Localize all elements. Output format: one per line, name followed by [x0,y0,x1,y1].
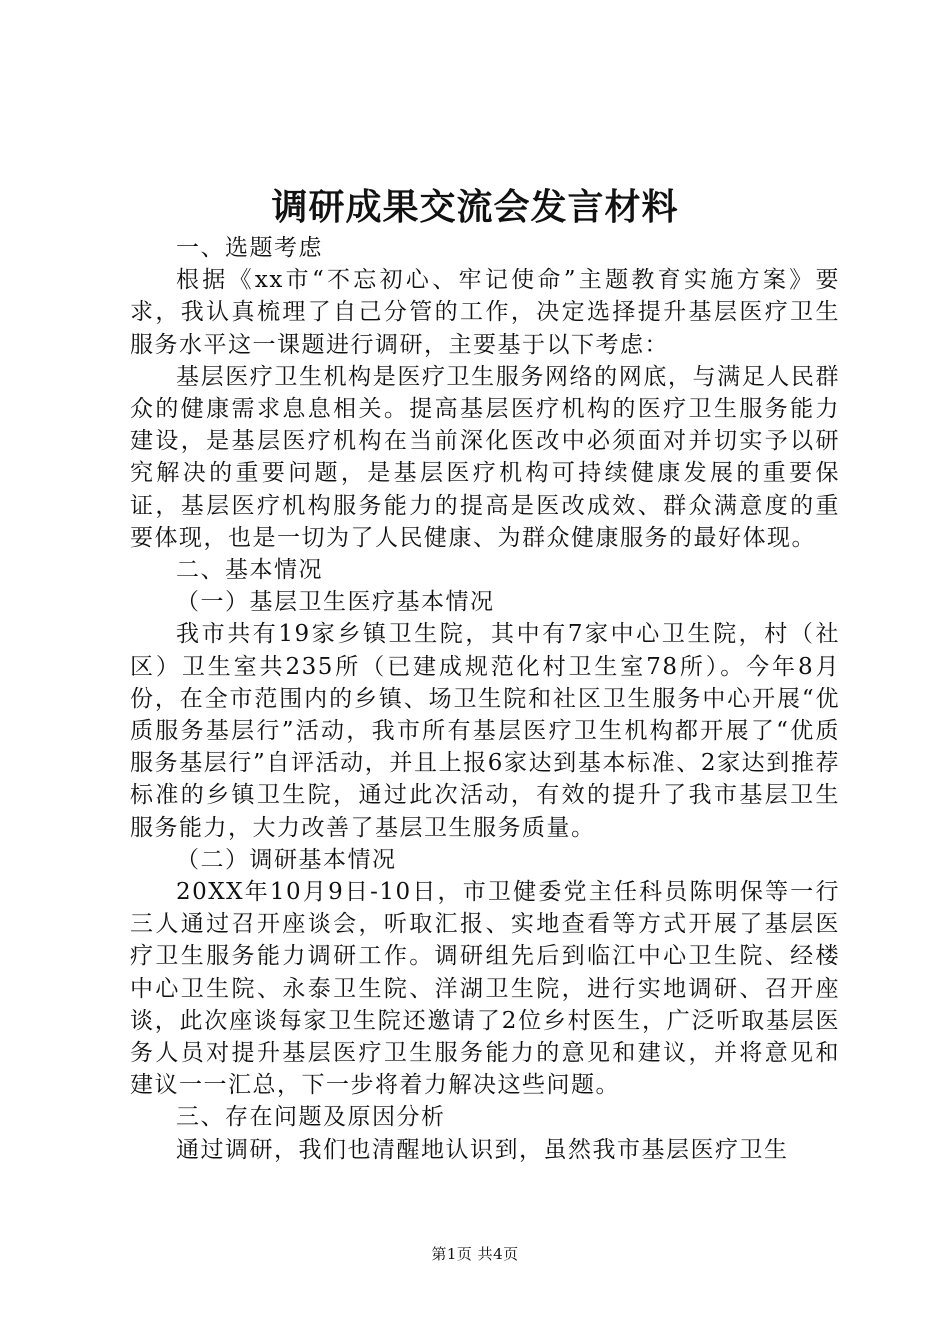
paragraph-considerations: 基层医疗卫生机构是医疗卫生服务网络的网底，与满足人民群众的健康需求息息相关。提高基层医疗机构的医疗卫生服务能力建设，是基层医疗机构在当前深化医改中必须面对并切实予以研究解决的重要问题，是基层医疗机构可持续健康发展的重要保证，基层医疗机构服务能力的提高是医改成效、群众满意度的重要体现，也是一切为了人民健康、为群众健康服务的最好体现。 [130,363,840,551]
subheading-grassroots-overview: （一）基层卫生医疗基本情况 [176,589,495,616]
document-title: 调研成果交流会发言材料 [271,187,679,228]
section-heading-problems: 三、存在问题及原因分析 [176,1104,446,1131]
paragraph-basis: 根据《xx市“不忘初心、牢记使命”主题教育实施方案》要求，我认真梳理了自己分管的工作，决定选择提升基层医疗卫生服务水平这一课题进行调研，主要基于以下考虑： [130,267,840,358]
section-heading-topic: 一、选题考虑 [176,235,323,261]
subheading-research-overview: （二）调研基本情况 [176,846,397,873]
page-footer: 第1页 共4页 [431,1245,519,1263]
paragraph-problems-intro: 通过调研，我们也清醒地认识到，虽然我市基层医疗卫生 [176,1136,789,1163]
section-heading-basic-situation: 二、基本情况 [176,557,323,584]
paragraph-research-overview: 20XX年10月9日-10日，市卫健委党主任科员陈明保等一行三人通过召开座谈会，听取汇报、实地查看等方式开展了基层医疗卫生服务能力调研工作。调研组先后到临江中心卫生院、经楼中心卫生院、永泰卫生院、洋湖卫生院，进行实地调研、召开座谈，此次座谈每家卫生院还邀请了2位乡村医生，广泛听取基层医务人员对提升基层医疗卫生服务能力的意见和建议，并将意见和建议一一汇总，下一步将着力解决这些问题。 [130,879,840,1099]
paragraph-grassroots-overview: 我市共有19家乡镇卫生院，其中有7家中心卫生院，村（社区）卫生室共235所（已建成规范化村卫生室78所）。今年8月份，在全市范围内的乡镇、场卫生院和社区卫生服务中心开展“优质服务基层行”活动，我市所有基层医疗卫生机构都开展了“优质服务基层行”自评活动，并且上报6家达到基本标准、2家达到推荐标准的乡镇卫生院，通过此次活动，有效的提升了我市基层卫生服务能力，大力改善了基层卫生服务质量。 [130,621,840,841]
document-body [130,232,840,1166]
